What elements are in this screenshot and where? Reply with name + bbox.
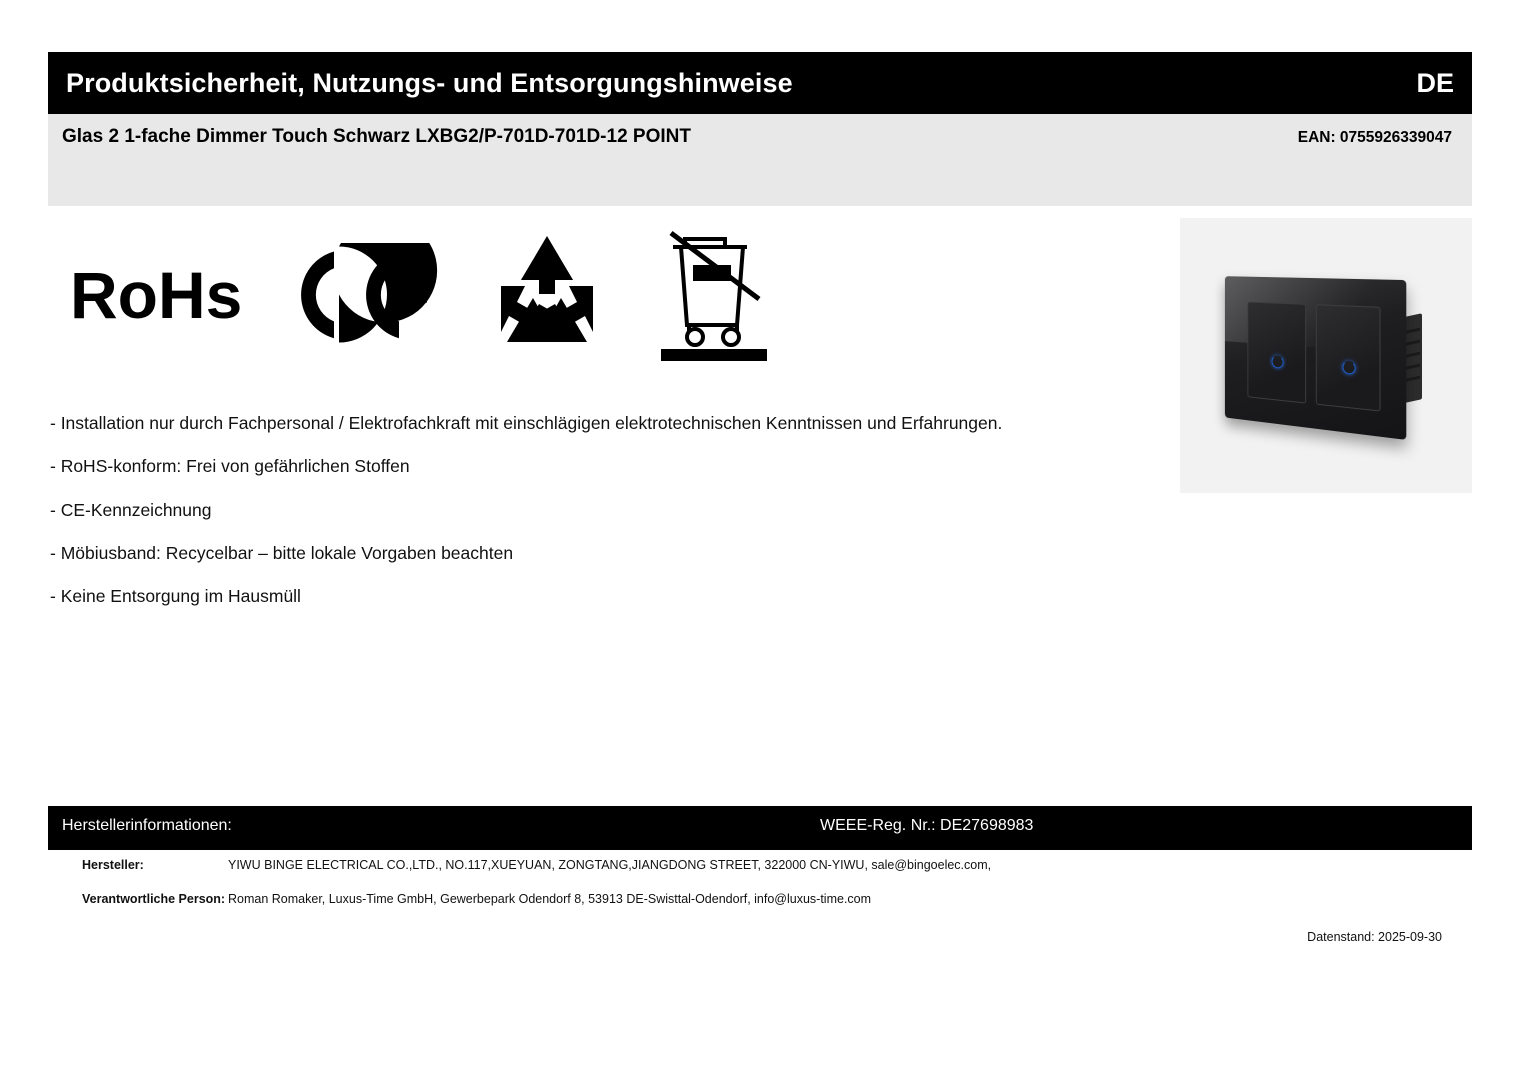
language-code: DE — [1416, 67, 1454, 98]
rohs-icon — [70, 252, 245, 343]
manufacturer-details — [48, 858, 1472, 926]
weee-bin-icon — [655, 225, 773, 370]
list-item: - Keine Entsorgung im Hausmüll — [50, 586, 301, 607]
led-indicator-right — [1342, 360, 1355, 374]
ce-mark-icon — [287, 243, 439, 352]
recycling-mobius-icon — [481, 232, 613, 363]
ean-code: EAN: 0755926339047 — [1297, 129, 1452, 146]
product-photo — [1210, 254, 1442, 454]
led-indicator-left — [1272, 355, 1284, 369]
document-header — [48, 52, 1472, 114]
product-name: Glas 2 1-fache Dimmer Touch Schwarz LXBG2/P-701D-701D-12 POINT — [62, 126, 691, 147]
compliance-symbols — [70, 222, 773, 372]
page-title: Produktsicherheit, Nutzungs- und Entsorgungshinweise — [66, 67, 793, 98]
list-item: - Installation nur durch Fachpersonal / Elektrofachkraft mit einschlägigen elektrotechnischen Kenntnissen und Erfahrungen. — [50, 413, 1003, 433]
list-item: - Möbiusband: Recycelbar – bitte lokale Vorgaben beachten — [50, 542, 514, 563]
manufacturer-info-label: Herstellerinformationen: — [62, 817, 232, 834]
safety-notes-list — [50, 412, 1130, 628]
row-label: Verantwortliche Person: — [82, 892, 226, 906]
list-item: - CE-Kennzeichnung — [50, 499, 212, 520]
row-value: YIWU BINGE ELECTRICAL CO.,LTD., NO.117,XUEYUAN, ZONGTANG,JIANGDONG STREET, 322000 CN-YIWU, sale@bingoelec.com, — [228, 858, 992, 872]
svg-text:RoHs: RoHs — [70, 257, 243, 332]
product-subheader — [48, 114, 1472, 206]
touch-button-right[interactable] — [1316, 304, 1381, 411]
product-image-box — [1180, 218, 1472, 493]
table-row — [48, 858, 1472, 872]
weee-registration-number: WEEE-Reg. Nr.: DE27698983 — [820, 817, 1034, 834]
switch-front-panel — [1225, 276, 1406, 440]
row-label: Hersteller: — [82, 858, 144, 872]
list-item: - RoHS-konform: Frei von gefährlichen Stoffen — [50, 456, 410, 477]
data-status-date: Datenstand: 2025-09-30 — [1307, 930, 1442, 944]
table-row — [48, 892, 1472, 906]
touch-button-left[interactable] — [1247, 302, 1306, 404]
manufacturer-footer-bar — [48, 806, 1472, 850]
row-value: Roman Romaker, Luxus-Time GmbH, Gewerbepark Odendorf 8, 53913 DE-Swisttal-Odendorf, info@luxus-time.com — [228, 892, 872, 906]
